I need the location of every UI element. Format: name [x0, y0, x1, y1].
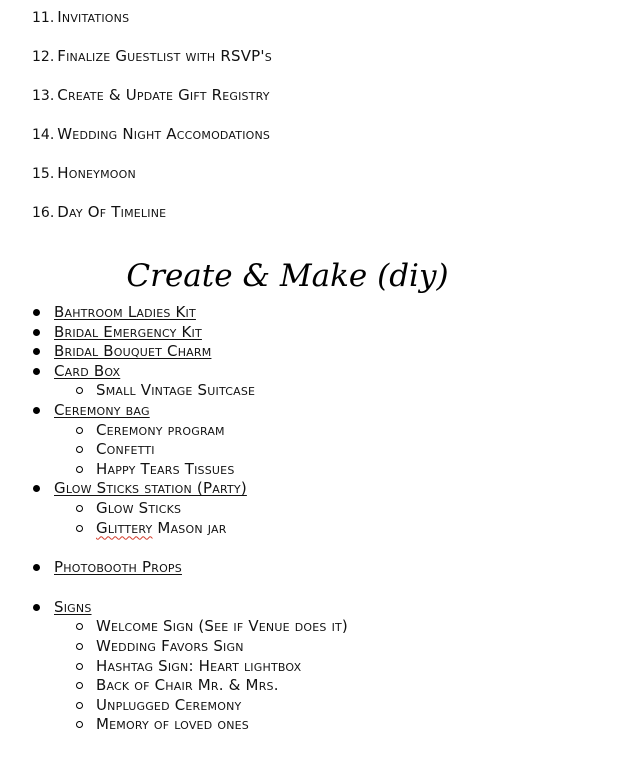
item-text: Bridal Bouquet Charm	[54, 342, 212, 361]
hollow-bullet-icon	[76, 663, 83, 670]
item-number: 15.	[32, 166, 55, 183]
list-item	[32, 6, 272, 45]
item-number: 13.	[32, 88, 55, 105]
hollow-bullet-icon	[76, 702, 83, 709]
list-item	[30, 302, 348, 322]
item-number: 14.	[32, 127, 55, 144]
sub-list-item	[30, 616, 348, 636]
item-text: Memory of loved ones	[96, 715, 249, 734]
item-text: Unplugged Ceremony	[96, 695, 242, 714]
item-text: Honeymoon	[57, 164, 136, 183]
item-text: Mason jar	[152, 518, 227, 537]
item-text: Wedding Night Accomodations	[57, 125, 271, 144]
sub-list-item	[30, 420, 348, 440]
sub-list-item	[30, 714, 348, 734]
hollow-bullet-icon	[76, 623, 83, 630]
item-text: Signs	[54, 597, 92, 616]
list-item	[30, 322, 348, 342]
sub-list-item	[30, 498, 348, 518]
section-title: Create & Make (diy)	[126, 258, 449, 294]
item-number: 16.	[32, 205, 55, 222]
item-number: 12.	[32, 49, 55, 66]
numbered-task-list	[32, 6, 272, 241]
hollow-bullet-icon	[76, 682, 83, 689]
item-text: Confetti	[96, 440, 155, 459]
item-text: Create & Update Gift Registry	[57, 86, 270, 105]
bullet-icon	[33, 604, 40, 611]
bullet-icon	[33, 368, 40, 375]
sub-list-item	[30, 380, 348, 400]
item-text: Bahtroom Ladies Kit	[54, 303, 196, 321]
hollow-bullet-icon	[76, 525, 83, 532]
list-item	[30, 478, 348, 498]
item-text: Card Box	[54, 361, 121, 380]
list-item	[30, 597, 348, 617]
list-item	[30, 341, 348, 361]
item-number: 11.	[32, 10, 55, 26]
list-item	[32, 162, 272, 201]
hollow-bullet-icon	[76, 466, 83, 473]
item-text: Glow Sticks station (Party)	[54, 479, 247, 498]
item-text: Back of Chair Mr. & Mrs.	[96, 676, 279, 695]
bullet-icon	[33, 564, 40, 571]
sub-list-item	[30, 439, 348, 459]
hollow-bullet-icon	[76, 446, 83, 453]
sub-list-item	[30, 695, 348, 715]
item-text: Wedding Favors Sign	[96, 636, 244, 655]
item-text: Happy Tears Tissues	[96, 459, 235, 478]
list-item	[30, 557, 348, 577]
list-item	[30, 400, 348, 420]
hollow-bullet-icon	[76, 505, 83, 512]
item-text: Glow Sticks	[96, 498, 182, 517]
item-text: Welcome Sign (See if Venue does it)	[96, 617, 348, 636]
item-text: Invitations	[57, 8, 130, 26]
list-item	[32, 123, 272, 162]
sub-list-item	[30, 675, 348, 695]
hollow-bullet-icon	[76, 721, 83, 728]
bullet-icon	[33, 485, 40, 492]
item-text: Hashtag Sign: Heart lightbox	[96, 656, 302, 675]
hollow-bullet-icon	[76, 643, 83, 650]
item-text: Finalize Guestlist with RSVP's	[57, 47, 272, 66]
item-text: Photobooth Props	[54, 558, 182, 577]
item-text: Ceremony program	[96, 420, 225, 439]
sub-list-item	[30, 459, 348, 479]
sub-list-item	[30, 636, 348, 656]
list-item	[32, 84, 272, 123]
list-item	[32, 45, 272, 84]
bullet-icon	[33, 348, 40, 355]
list-item	[30, 361, 348, 381]
item-text: Day Of Timeline	[57, 203, 167, 222]
item-text: Bridal Emergency Kit	[54, 322, 202, 341]
bullet-icon	[33, 309, 40, 316]
misspelled-word: Glittery	[96, 518, 153, 537]
hollow-bullet-icon	[76, 387, 83, 394]
hollow-bullet-icon	[76, 427, 83, 434]
bullet-icon	[33, 407, 40, 414]
list-item	[32, 201, 272, 240]
item-text: Ceremony bag	[54, 400, 150, 419]
diy-bullet-list	[30, 302, 348, 734]
sub-list-item	[30, 518, 348, 538]
bullet-icon	[33, 329, 40, 336]
item-text: Small Vintage Suitcase	[96, 381, 256, 400]
sub-list-item	[30, 656, 348, 676]
